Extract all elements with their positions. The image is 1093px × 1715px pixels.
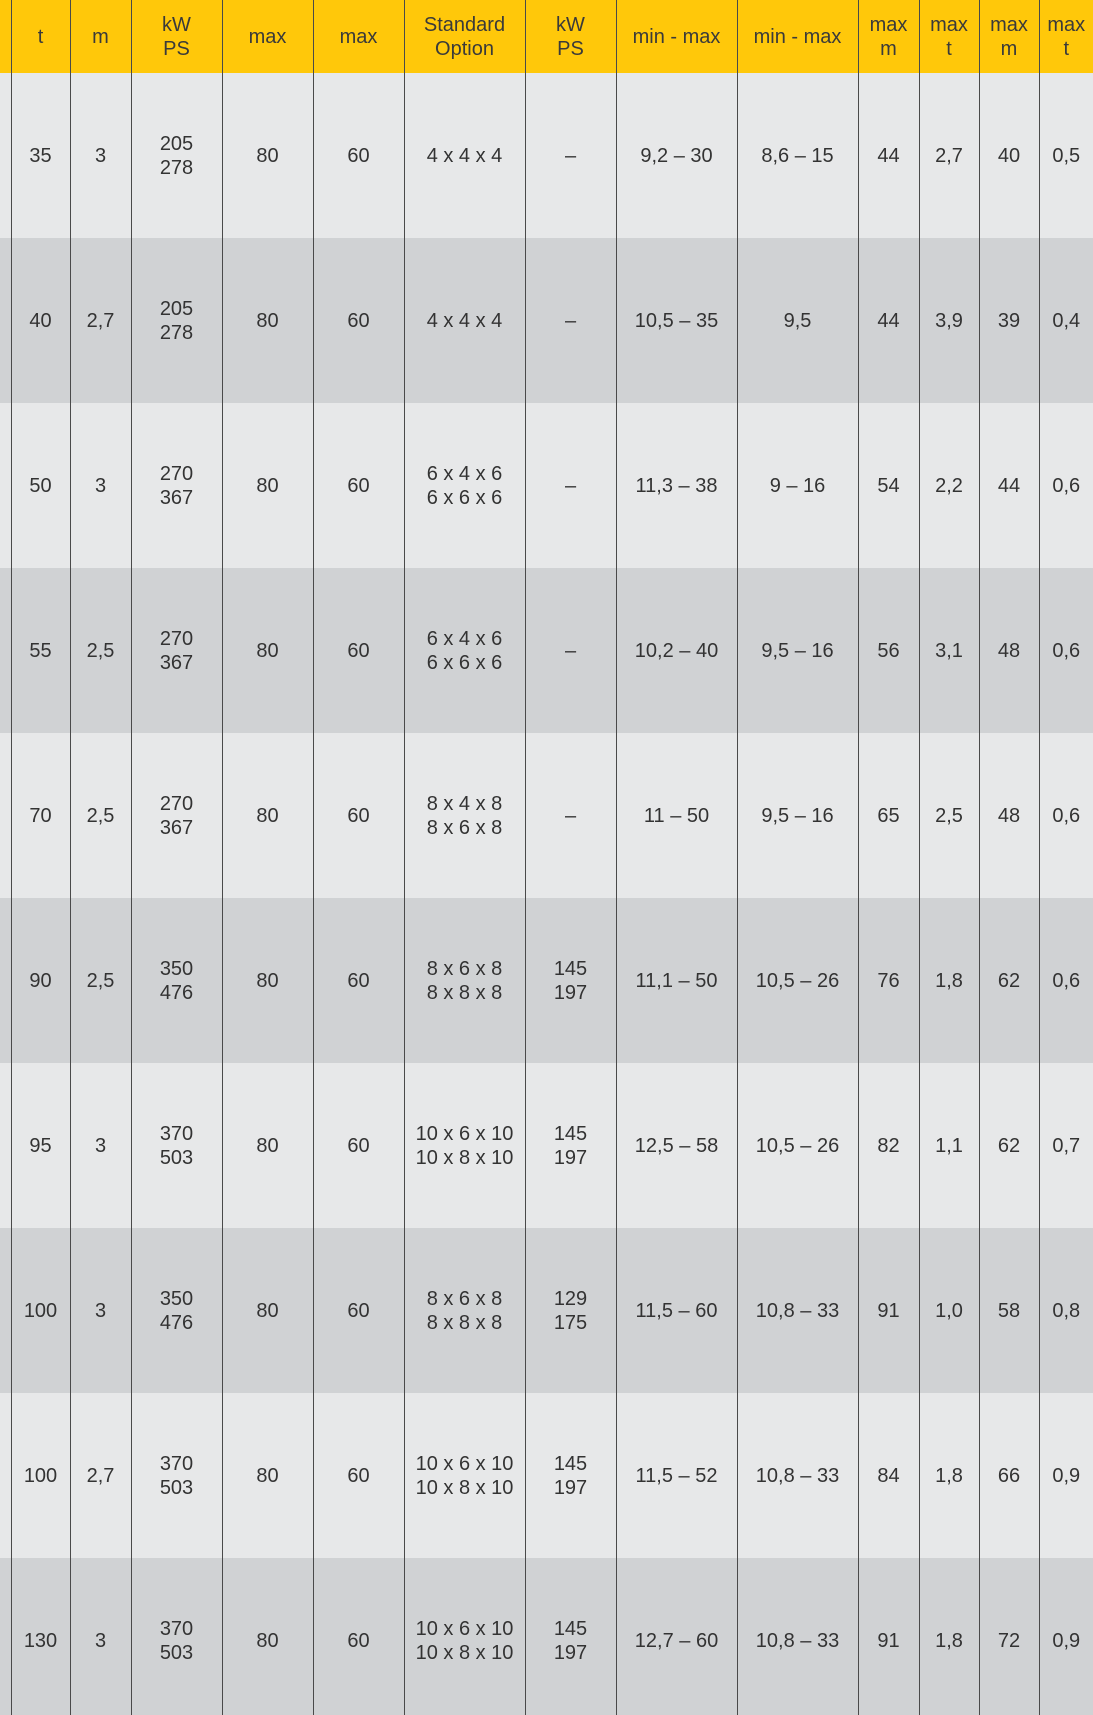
cell-max-2: 60	[313, 73, 404, 238]
cell-max-2: 60	[313, 898, 404, 1063]
cell-engine-power: 370 503	[131, 1063, 222, 1228]
cell-axle-config: 6 x 4 x 6 6 x 6 x 6	[404, 403, 525, 568]
cell-max-2: 60	[313, 1558, 404, 1715]
cell-max-1: 80	[222, 568, 313, 733]
header-cell: max m	[858, 0, 919, 73]
table-row	[0, 1228, 1093, 1393]
cell-engine-power: 270 367	[131, 403, 222, 568]
cell-max-height-2: 39	[979, 238, 1039, 403]
cell-boom-range: 12,5 – 58	[616, 1063, 737, 1228]
cell-axle-config: 4 x 4 x 4	[404, 238, 525, 403]
cell-capacity: 35	[11, 73, 70, 238]
row-stub	[0, 733, 11, 898]
cell-jib-range: 10,8 – 33	[737, 1228, 858, 1393]
cell-max-load-2: 0,9	[1039, 1393, 1093, 1558]
cell-superstructure-power: –	[525, 238, 616, 403]
cell-capacity: 130	[11, 1558, 70, 1715]
header-cell: max t	[919, 0, 979, 73]
cell-superstructure-power: –	[525, 403, 616, 568]
table-row	[0, 1558, 1093, 1715]
table-row	[0, 403, 1093, 568]
cell-max-height-2: 40	[979, 73, 1039, 238]
cell-max-load: 1,1	[919, 1063, 979, 1228]
cell-max-1: 80	[222, 238, 313, 403]
cell-axle-config: 10 x 6 x 10 10 x 8 x 10	[404, 1393, 525, 1558]
header-cell: kW PS	[525, 0, 616, 73]
header-cell: kW PS	[131, 0, 222, 73]
cell-max-2: 60	[313, 733, 404, 898]
cell-capacity: 100	[11, 1393, 70, 1558]
cell-axle-config: 10 x 6 x 10 10 x 8 x 10	[404, 1558, 525, 1715]
cell-jib-range: 10,5 – 26	[737, 898, 858, 1063]
row-stub	[0, 238, 11, 403]
table-header-row	[0, 0, 1093, 73]
cell-radius: 2,7	[70, 238, 131, 403]
cell-jib-range: 9,5 – 16	[737, 568, 858, 733]
cell-boom-range: 11,1 – 50	[616, 898, 737, 1063]
cell-superstructure-power: –	[525, 73, 616, 238]
cell-boom-range: 11,5 – 60	[616, 1228, 737, 1393]
cell-max-load: 3,9	[919, 238, 979, 403]
cell-max-1: 80	[222, 1228, 313, 1393]
cell-boom-range: 11,3 – 38	[616, 403, 737, 568]
cell-radius: 2,5	[70, 898, 131, 1063]
cell-max-load-2: 0,6	[1039, 403, 1093, 568]
cell-axle-config: 10 x 6 x 10 10 x 8 x 10	[404, 1063, 525, 1228]
cell-jib-range: 9,5 – 16	[737, 733, 858, 898]
cell-radius: 2,7	[70, 1393, 131, 1558]
cell-max-height-2: 44	[979, 403, 1039, 568]
cell-max-load-2: 0,5	[1039, 73, 1093, 238]
cell-max-height-2: 62	[979, 898, 1039, 1063]
header-cell: min - max	[737, 0, 858, 73]
cell-capacity: 100	[11, 1228, 70, 1393]
cell-max-2: 60	[313, 1393, 404, 1558]
cell-capacity: 50	[11, 403, 70, 568]
cell-max-load-2: 0,6	[1039, 568, 1093, 733]
cell-max-height: 44	[858, 238, 919, 403]
cell-radius: 3	[70, 1558, 131, 1715]
cell-max-load-2: 0,6	[1039, 733, 1093, 898]
cell-max-2: 60	[313, 568, 404, 733]
cell-max-1: 80	[222, 1393, 313, 1558]
cell-max-height: 44	[858, 73, 919, 238]
cell-max-height: 56	[858, 568, 919, 733]
cell-engine-power: 205 278	[131, 238, 222, 403]
cell-engine-power: 350 476	[131, 898, 222, 1063]
cell-max-height: 84	[858, 1393, 919, 1558]
row-stub	[0, 1228, 11, 1393]
table-row	[0, 1063, 1093, 1228]
cell-superstructure-power: 129 175	[525, 1228, 616, 1393]
cell-max-load: 2,2	[919, 403, 979, 568]
cell-max-1: 80	[222, 733, 313, 898]
cell-max-load-2: 0,6	[1039, 898, 1093, 1063]
cell-max-2: 60	[313, 403, 404, 568]
cell-max-2: 60	[313, 1228, 404, 1393]
cell-engine-power: 350 476	[131, 1228, 222, 1393]
row-stub	[0, 898, 11, 1063]
cell-max-load-2: 0,4	[1039, 238, 1093, 403]
table-row	[0, 238, 1093, 403]
row-stub	[0, 1063, 11, 1228]
cell-max-load: 3,1	[919, 568, 979, 733]
cell-max-1: 80	[222, 403, 313, 568]
row-stub	[0, 1393, 11, 1558]
cell-max-load-2: 0,8	[1039, 1228, 1093, 1393]
header-cell: Standard Option	[404, 0, 525, 73]
cell-jib-range: 8,6 – 15	[737, 73, 858, 238]
cell-max-height: 91	[858, 1558, 919, 1715]
cell-superstructure-power: –	[525, 568, 616, 733]
cell-axle-config: 8 x 6 x 8 8 x 8 x 8	[404, 1228, 525, 1393]
header-cell: max	[222, 0, 313, 73]
cell-radius: 3	[70, 403, 131, 568]
cell-axle-config: 8 x 6 x 8 8 x 8 x 8	[404, 898, 525, 1063]
cell-axle-config: 6 x 4 x 6 6 x 6 x 6	[404, 568, 525, 733]
cell-max-load: 1,0	[919, 1228, 979, 1393]
cell-max-load: 1,8	[919, 1558, 979, 1715]
cell-boom-range: 11,5 – 52	[616, 1393, 737, 1558]
table-row	[0, 733, 1093, 898]
row-stub	[0, 403, 11, 568]
row-stub	[0, 1558, 11, 1715]
cell-max-height: 54	[858, 403, 919, 568]
table-row	[0, 568, 1093, 733]
cell-superstructure-power: 145 197	[525, 1558, 616, 1715]
cell-max-load: 2,5	[919, 733, 979, 898]
header-cell: max m	[979, 0, 1039, 73]
cell-max-1: 80	[222, 898, 313, 1063]
cell-max-1: 80	[222, 73, 313, 238]
cell-max-height-2: 72	[979, 1558, 1039, 1715]
cell-max-height-2: 48	[979, 568, 1039, 733]
header-stub	[0, 0, 11, 73]
table-row	[0, 898, 1093, 1063]
cell-radius: 2,5	[70, 733, 131, 898]
cell-max-load: 2,7	[919, 73, 979, 238]
cell-max-height-2: 48	[979, 733, 1039, 898]
cell-capacity: 70	[11, 733, 70, 898]
cell-engine-power: 370 503	[131, 1558, 222, 1715]
cell-max-load-2: 0,9	[1039, 1558, 1093, 1715]
cell-max-load-2: 0,7	[1039, 1063, 1093, 1228]
table-row	[0, 1393, 1093, 1558]
cell-max-load: 1,8	[919, 898, 979, 1063]
header-cell: max t	[1039, 0, 1093, 73]
table-row	[0, 73, 1093, 238]
cell-engine-power: 270 367	[131, 733, 222, 898]
cell-jib-range: 10,5 – 26	[737, 1063, 858, 1228]
cell-capacity: 55	[11, 568, 70, 733]
cell-axle-config: 4 x 4 x 4	[404, 73, 525, 238]
cell-boom-range: 11 – 50	[616, 733, 737, 898]
cell-capacity: 40	[11, 238, 70, 403]
cell-max-2: 60	[313, 238, 404, 403]
header-cell: min - max	[616, 0, 737, 73]
cell-max-load: 1,8	[919, 1393, 979, 1558]
cell-capacity: 95	[11, 1063, 70, 1228]
cell-max-1: 80	[222, 1558, 313, 1715]
cell-superstructure-power: 145 197	[525, 1063, 616, 1228]
cell-max-2: 60	[313, 1063, 404, 1228]
cell-max-height-2: 66	[979, 1393, 1039, 1558]
cell-engine-power: 205 278	[131, 73, 222, 238]
cell-engine-power: 370 503	[131, 1393, 222, 1558]
cell-axle-config: 8 x 4 x 8 8 x 6 x 8	[404, 733, 525, 898]
cell-superstructure-power: 145 197	[525, 1393, 616, 1558]
cell-capacity: 90	[11, 898, 70, 1063]
cell-max-height: 76	[858, 898, 919, 1063]
cell-jib-range: 9,5	[737, 238, 858, 403]
cell-max-height-2: 62	[979, 1063, 1039, 1228]
cell-radius: 3	[70, 1063, 131, 1228]
cell-boom-range: 12,7 – 60	[616, 1558, 737, 1715]
cell-radius: 3	[70, 1228, 131, 1393]
cell-superstructure-power: –	[525, 733, 616, 898]
cell-jib-range: 10,8 – 33	[737, 1393, 858, 1558]
cell-boom-range: 9,2 – 30	[616, 73, 737, 238]
cell-jib-range: 10,8 – 33	[737, 1558, 858, 1715]
cell-superstructure-power: 145 197	[525, 898, 616, 1063]
row-stub	[0, 73, 11, 238]
cell-radius: 2,5	[70, 568, 131, 733]
header-cell: t	[11, 0, 70, 73]
cell-engine-power: 270 367	[131, 568, 222, 733]
cell-jib-range: 9 – 16	[737, 403, 858, 568]
row-stub	[0, 568, 11, 733]
cell-max-height: 82	[858, 1063, 919, 1228]
header-cell: max	[313, 0, 404, 73]
cell-max-height: 65	[858, 733, 919, 898]
cell-radius: 3	[70, 73, 131, 238]
cell-max-1: 80	[222, 1063, 313, 1228]
cell-boom-range: 10,2 – 40	[616, 568, 737, 733]
cell-max-height-2: 58	[979, 1228, 1039, 1393]
cell-boom-range: 10,5 – 35	[616, 238, 737, 403]
cell-max-height: 91	[858, 1228, 919, 1393]
header-cell: m	[70, 0, 131, 73]
